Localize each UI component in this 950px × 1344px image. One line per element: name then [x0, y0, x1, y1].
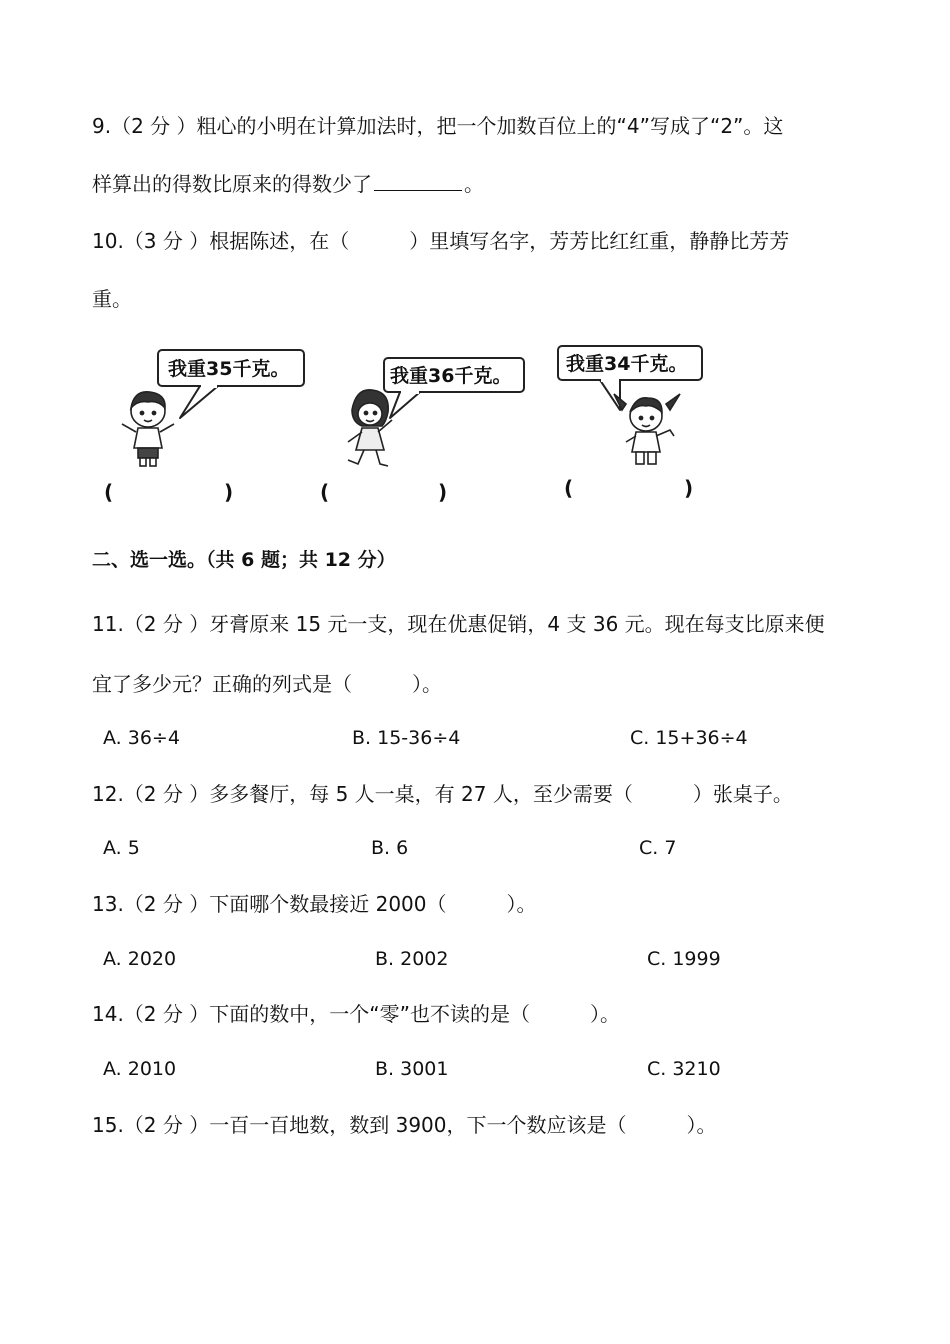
q15-line1: 15.（2 分 ）一百一百地数，数到 3900，下一个数应该是（ ）。	[92, 1113, 717, 1137]
q12-option-b[interactable]: B. 6	[371, 837, 409, 859]
answer-paren-2-left: (	[320, 480, 330, 504]
q14-line1: 14.（2 分 ）下面的数中，一个“零”也不读的是（ ）。	[92, 1002, 620, 1026]
q9-answer-blank[interactable]	[374, 170, 462, 191]
q9-line2-end: 。	[464, 172, 484, 196]
q10-line2: 重。	[92, 287, 132, 311]
q9-line1: 9.（2 分 ）粗心的小明在计算加法时，把一个加数百位上的“4”写成了“2”。这	[92, 114, 784, 138]
q13-line1: 13.（2 分 ）下面哪个数最接近 2000（ ）。	[92, 892, 537, 916]
q12-option-c[interactable]: C. 7	[639, 837, 677, 859]
section-2-title: 二、选一选。（共 6 题；共 12 分）	[92, 549, 396, 571]
q13-option-b[interactable]: B. 2002	[375, 948, 449, 970]
q10-figure	[100, 338, 720, 513]
q9-line2	[92, 170, 484, 198]
q14-option-a[interactable]: A. 2010	[103, 1058, 177, 1080]
q14-option-b[interactable]: B. 3001	[375, 1058, 449, 1080]
answer-paren-1-right: )	[224, 480, 234, 504]
answer-paren-1-left: (	[104, 480, 114, 504]
answer-paren-2-right: )	[438, 480, 448, 504]
q10-line1: 10.（3 分 ）根据陈述，在（ ）里填写名字，芳芳比红红重，静静比芳芳	[92, 229, 790, 253]
child-1-boy	[122, 392, 174, 466]
q11-option-a[interactable]: A. 36÷4	[103, 727, 180, 749]
child-3-girl	[614, 394, 680, 464]
bubble-1-text: 我重35千克。	[168, 358, 290, 380]
q11-line1: 11.（2 分 ）牙膏原来 15 元一支，现在优惠促销，4 支 36 元。现在每支比原来便	[92, 612, 825, 636]
q13-option-c[interactable]: C. 1999	[647, 948, 721, 970]
q12-option-a[interactable]: A. 5	[103, 837, 140, 859]
q11-option-b[interactable]: B. 15-36÷4	[352, 727, 461, 749]
q11-option-c[interactable]: C. 15+36÷4	[630, 727, 748, 749]
q13-option-a[interactable]: A. 2020	[103, 948, 177, 970]
bubble-3-text: 我重34千克。	[566, 353, 688, 375]
q9-line2-text: 样算出的得数比原来的得数少了	[92, 172, 372, 196]
q11-line2: 宜了多少元？正确的列式是（ ）。	[92, 672, 442, 696]
answer-paren-3-left: (	[564, 476, 574, 500]
q12-line1: 12.（2 分 ）多多餐厅，每 5 人一桌，有 27 人，至少需要（ ）张桌子。	[92, 782, 793, 806]
bubble-2-text: 我重36千克。	[390, 365, 512, 387]
answer-paren-3-right: )	[684, 476, 694, 500]
child-2-girl	[348, 390, 392, 466]
q14-option-c[interactable]: C. 3210	[647, 1058, 721, 1080]
